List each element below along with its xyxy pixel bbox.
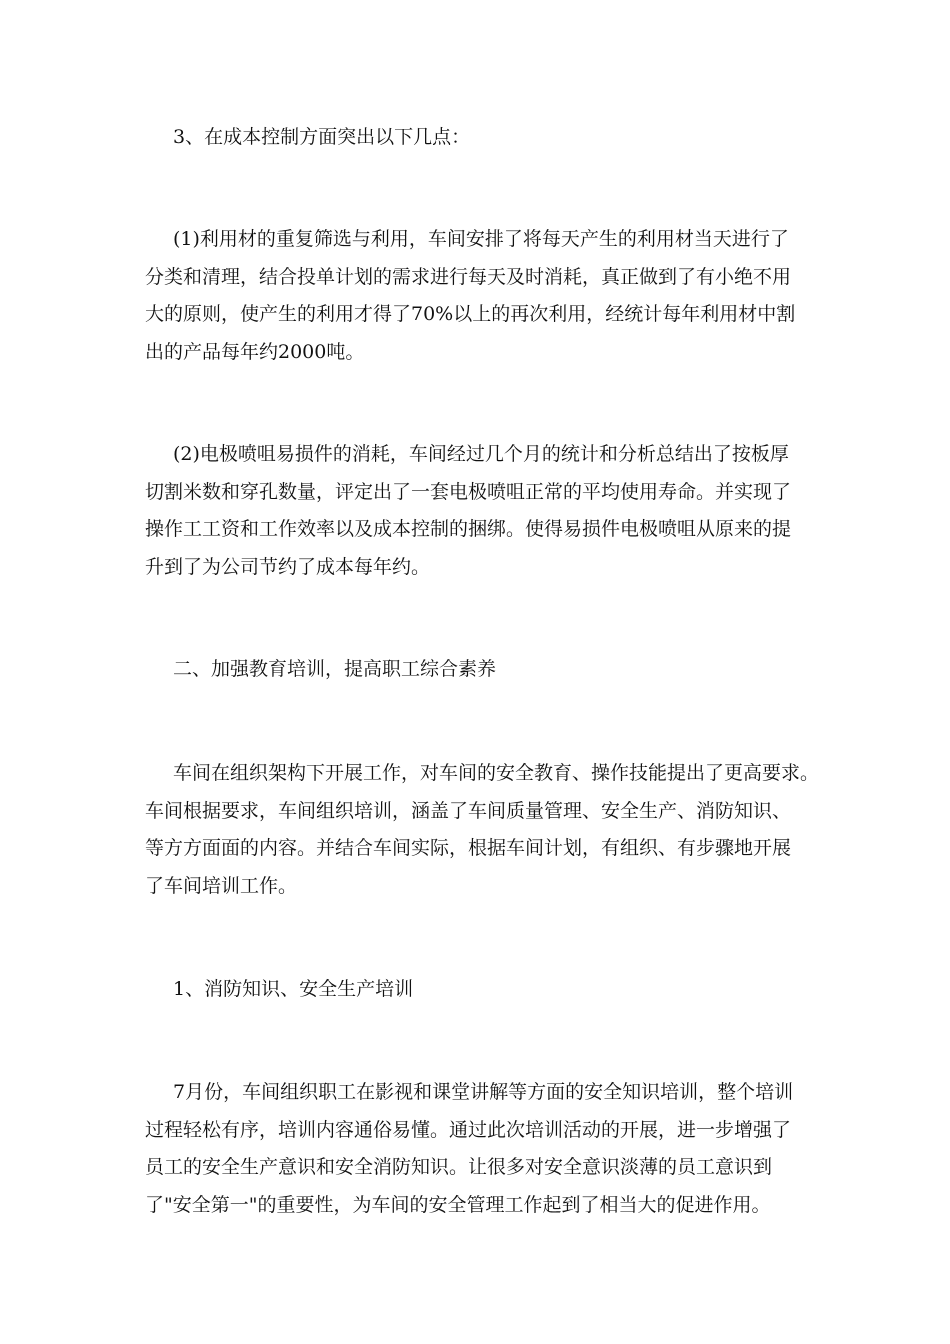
heading-text: 3、在成本控制方面突出以下几点： bbox=[173, 126, 471, 148]
paragraph-line: 出的产品每年约2000吨。 bbox=[145, 340, 365, 363]
paragraph-line: 分类和清理，结合投单计划的需求进行每天及时消耗，真正做到了有小绝不用 bbox=[145, 265, 792, 288]
paragraph-july-training bbox=[145, 1083, 825, 1215]
paragraph-line: 车间在组织架构下开展工作，对车间的安全教育、操作技能提出了更高要求。 bbox=[173, 762, 820, 784]
section-heading-cost-control bbox=[145, 128, 825, 147]
section-heading-training bbox=[145, 660, 825, 679]
paragraph-line: 过程轻松有序，培训内容通俗易懂。通过此次培训活动的开展，进一步增强了 bbox=[145, 1118, 792, 1141]
heading-text: 1、消防知识、安全生产培训 bbox=[173, 978, 414, 1000]
paragraph-line: 7月份，车间组织职工在影视和课堂讲解等方面的安全知识培训，整个培训 bbox=[173, 1081, 794, 1103]
paragraph-line: 操作工工资和工作效率以及成本控制的捆绑。使得易损件电极喷咀从原来的提 bbox=[145, 518, 792, 540]
paragraph-line: 等方方面面的内容。并结合车间实际，根据车间计划，有组织、有步骤地开展 bbox=[145, 837, 792, 859]
paragraph-training-overview bbox=[145, 764, 825, 896]
paragraph-line: 切割米数和穿孔数量，评定出了一套电极喷咀正常的平均使用寿命。并实现了 bbox=[145, 480, 792, 503]
paragraph-electrode-nozzle bbox=[145, 445, 825, 577]
paragraph-line: 员工的安全生产意识和安全消防知识。让很多对安全意识淡薄的员工意识到 bbox=[145, 1156, 773, 1178]
paragraph-line: 升到了为公司节约了成本每年约。 bbox=[145, 555, 431, 578]
paragraph-line: 车间根据要求，车间组织培训，涵盖了车间质量管理、安全生产、消防知识、 bbox=[145, 799, 792, 822]
paragraph-line: 了"安全第一"的重要性，为车间的安全管理工作起到了相当大的促进作用。 bbox=[145, 1193, 771, 1216]
paragraph-line: 了车间培训工作。 bbox=[145, 874, 298, 897]
paragraph-line: (2)电极喷咀易损件的消耗，车间经过几个月的统计和分析总结出了按板厚 bbox=[173, 443, 789, 465]
heading-text: 二、加强教育培训，提高职工综合素养 bbox=[173, 658, 497, 680]
section-heading-fire-safety bbox=[145, 980, 825, 999]
paragraph-line: (1)利用材的重复筛选与利用，车间安排了将每天产生的利用材当天进行了 bbox=[173, 228, 789, 250]
paragraph-line: 大的原则，使产生的利用才得了70%以上的再次利用，经统计每年利用材中割 bbox=[145, 303, 796, 325]
paragraph-reuse-material bbox=[145, 230, 825, 362]
